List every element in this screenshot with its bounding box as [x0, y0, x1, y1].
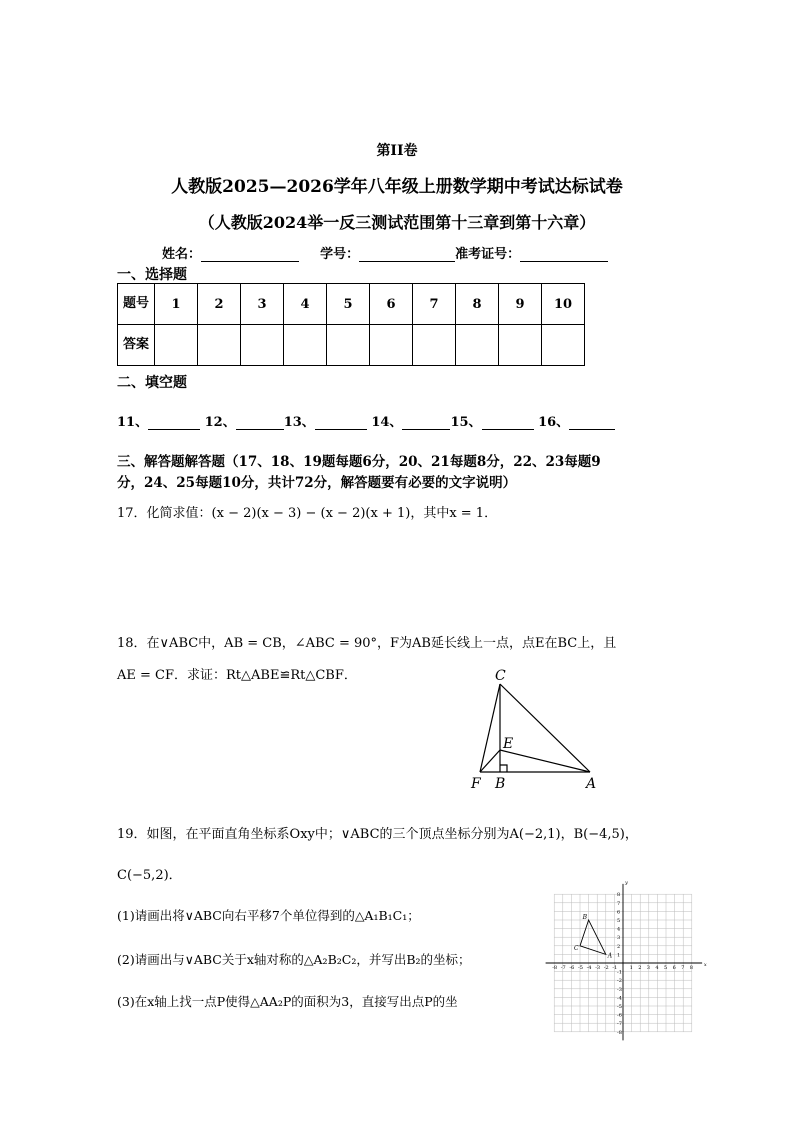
label-F: F [471, 776, 481, 792]
x-tick-label: -7 [560, 965, 566, 971]
blank-11[interactable] [148, 415, 200, 430]
question-number: 5 [327, 284, 370, 325]
x-tick-label: -3 [595, 965, 601, 971]
blank-label-11: 11、 [117, 415, 149, 430]
question-19-part2: (2)请画出与∨ABC关于x轴对称的△A₂B₂C₂，并写出B₂的坐标； [117, 952, 471, 967]
y-tick-label: 3 [617, 935, 621, 942]
section-choice-title: 一、选择题 [117, 267, 187, 283]
question-18-line1: 18．在∨ABC中，AB = CB，∠ABC = 90°，F为AB延长线上一点，点E在BC上，且 [117, 636, 617, 651]
row-label-number: 题号 [118, 284, 155, 325]
question-19-line2: C(−5,2)． [117, 868, 182, 883]
x-tick-label: -2 [603, 965, 609, 971]
x-tick-label: 2 [638, 965, 642, 971]
question-number: 7 [413, 284, 456, 325]
exam-title: 人教版2025—2026学年八年级上册数学期中考试达标试卷 [171, 177, 623, 197]
answer-cell[interactable] [413, 325, 456, 366]
answer-cell[interactable] [327, 325, 370, 366]
question-number: 4 [284, 284, 327, 325]
y-tick-label: -4 [617, 995, 622, 1002]
blank-13[interactable] [315, 415, 367, 430]
question-number: 1 [155, 284, 198, 325]
y-tick-label: -2 [617, 978, 622, 985]
name-label: 姓名： [162, 247, 202, 262]
section-fill-title: 二、填空题 [117, 375, 187, 391]
y-tick-label: 4 [617, 926, 621, 933]
y-tick-label: 1 [617, 952, 621, 959]
blank-14[interactable] [402, 415, 450, 430]
answer-cell[interactable] [542, 325, 585, 366]
x-tick-label: -6 [569, 965, 575, 971]
blank-label-15: 15、 [450, 415, 482, 430]
blank-15[interactable] [482, 415, 534, 430]
y-tick-label: 7 [617, 900, 621, 907]
exam-label: 准考证号： [455, 247, 521, 262]
fill-blank-line [117, 411, 615, 430]
answer-cell[interactable] [241, 325, 284, 366]
x-tick-label: -8 [552, 965, 558, 971]
label-B: B [495, 776, 506, 792]
y-tick-label: 8 [617, 892, 621, 899]
id-label: 学号： [320, 247, 360, 262]
question-19-part3: (3)在x轴上找一点P使得△AA₂P的面积为3，直接写出点P的坐 [117, 994, 458, 1009]
answer-cell[interactable] [284, 325, 327, 366]
name-field[interactable] [201, 247, 299, 262]
y-tick-label: -8 [617, 1029, 622, 1036]
y-tick-label: 5 [617, 918, 621, 924]
y-tick-label: -7 [617, 1021, 622, 1028]
question-number: 2 [198, 284, 241, 325]
question-17: 17．化简求值：(x − 2)(x − 3) − (x − 2)(x + 1)，其中x = 1． [117, 506, 498, 521]
answer-cell[interactable] [155, 325, 198, 366]
question-number: 3 [241, 284, 284, 325]
blank-label-12: 12、 [204, 415, 236, 430]
label-E: E [503, 736, 514, 752]
volume-label: 第II卷 [376, 143, 418, 159]
triangle-figure [460, 662, 610, 794]
point-label-A: A [607, 952, 613, 960]
y-tick-label: -3 [617, 986, 622, 993]
exam-subtitle: （人教版2024举一反三测试范围第十三章到第十六章） [198, 213, 596, 232]
label-C: C [495, 668, 506, 684]
blank-12[interactable] [236, 415, 284, 430]
question-18-line2: AE = CF．求证：Rt△ABE≌Rt△CBF． [117, 668, 357, 683]
table-row [118, 325, 585, 366]
point-label-C: C [574, 944, 579, 952]
info-line [162, 243, 608, 262]
x-tick-label: 3 [646, 965, 650, 971]
section-solve-line2: 分，24、25每题10分，共计72分，解答题要有必要的文字说明） [117, 475, 517, 491]
question-19-line1: 19．如图，在平面直角坐标系Oxy中；∨ABC的三个顶点坐标分别为A(−2,1)，B(−4,5)， [117, 827, 638, 842]
x-tick-label: -4 [586, 965, 592, 971]
question-19-part1: (1)请画出将∨ABC向右平移7个单位得到的△A₁B₁C₁； [117, 908, 420, 923]
y-tick-label: 2 [617, 943, 621, 950]
question-number: 6 [370, 284, 413, 325]
answer-cell[interactable] [456, 325, 499, 366]
blank-label-14: 14、 [371, 415, 403, 430]
x-tick-label: 6 [672, 965, 676, 971]
x-tick-label: 1 [629, 965, 633, 971]
answer-cell[interactable] [499, 325, 542, 366]
label-A: A [586, 776, 597, 792]
table-row [118, 284, 585, 325]
y-tick-label: -1 [617, 969, 622, 976]
x-axis-label: x [703, 962, 707, 968]
x-tick-label: 8 [689, 965, 693, 971]
answer-table [117, 283, 585, 366]
row-label-answer: 答案 [118, 325, 155, 366]
y-axis-label: y [625, 880, 628, 886]
point-label-B: B [582, 914, 588, 921]
y-tick-label: 6 [617, 909, 621, 916]
question-number: 9 [499, 284, 542, 325]
y-tick-label: -6 [617, 1012, 622, 1019]
section-solve-line1: 三、解答题解答题（17、18、19题每题6分，20、21每题8分，22、23每题9 [117, 454, 601, 470]
y-tick-label: -5 [617, 1004, 622, 1010]
x-tick-label: -5 [578, 965, 583, 971]
x-tick-label: 7 [681, 965, 685, 971]
blank-16[interactable] [569, 415, 615, 430]
x-tick-label: 4 [655, 965, 659, 971]
answer-cell[interactable] [370, 325, 413, 366]
x-tick-label: 5 [664, 965, 668, 971]
id-field[interactable] [359, 247, 455, 262]
blank-label-13: 13、 [283, 415, 315, 430]
question-number: 10 [542, 284, 585, 325]
coordinate-grid [538, 880, 718, 1050]
exam-number-field[interactable] [520, 247, 608, 262]
question-number: 8 [456, 284, 499, 325]
answer-cell[interactable] [198, 325, 241, 366]
blank-label-16: 16、 [538, 415, 570, 430]
x-tick-label: -1 [612, 965, 618, 971]
